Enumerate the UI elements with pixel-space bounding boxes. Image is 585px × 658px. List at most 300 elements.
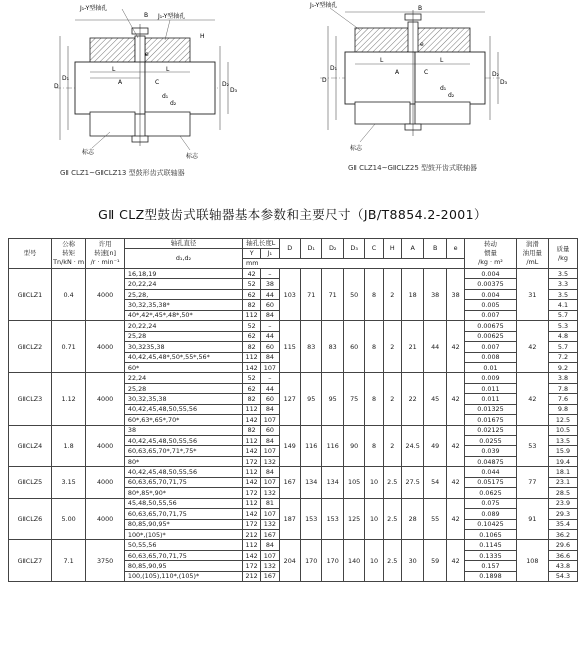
cell-H: 2 <box>383 321 401 373</box>
cell-Y: 52 <box>243 373 261 383</box>
cell-D3: 50 <box>343 269 364 321</box>
cell-H: 2 <box>383 425 401 467</box>
cell-mass: 3.3 <box>548 279 577 289</box>
mark-label: 标志 <box>82 149 95 156</box>
cell-mass: 36.6 <box>548 550 577 560</box>
cell-model: GⅡCLZ5 <box>9 467 52 498</box>
cell-Y: 142 <box>243 415 261 425</box>
cell-bore: 22,24 <box>124 373 242 383</box>
th-D2: D₂ <box>322 239 343 259</box>
dim-D-right: D <box>322 77 327 84</box>
cell-bore: 40,42,45,48*,50*,55*,56* <box>124 352 242 362</box>
table-title: GⅡ CLZ型鼓齿式联轴器基本参数和主要尺寸（JB/T8854.2-2001） <box>98 207 487 222</box>
cell-J1: 60 <box>261 342 279 352</box>
cell-H: 2.5 <box>383 467 401 498</box>
cell-J1: 84 <box>261 436 279 446</box>
cell-Y: 62 <box>243 383 261 393</box>
cell-inertia: 0.157 <box>465 561 517 571</box>
cell-D2: 71 <box>322 269 343 321</box>
cell-B: 38 <box>424 269 447 321</box>
cell-bore: 100,(105),110*,(105)* <box>124 571 242 581</box>
cell-model: GⅡCLZ1 <box>9 269 52 321</box>
cell-e: 42 <box>446 498 464 540</box>
cell-inertia: 0.00375 <box>465 279 517 289</box>
cell-C: 8 <box>365 321 383 373</box>
cell-B: 49 <box>424 425 447 467</box>
cell-H: 2.5 <box>383 540 401 582</box>
cell-torque: 5.00 <box>51 498 85 540</box>
cell-Y: 142 <box>243 477 261 487</box>
cell-inertia: 0.011 <box>465 383 517 393</box>
hole-type-label-2: J₁-Y型轴孔 <box>158 13 186 20</box>
cell-mass: 5.3 <box>548 321 577 331</box>
table-row <box>9 321 578 331</box>
cell-D: 167 <box>279 467 300 498</box>
dim-L-right-right: L <box>440 57 444 64</box>
cell-J1: 81 <box>261 498 279 508</box>
cell-speed: 4000 <box>86 467 125 498</box>
cell-J1: 44 <box>261 289 279 299</box>
dim-D2: D₂ <box>222 81 230 88</box>
cell-J1: 44 <box>261 331 279 341</box>
th-mass: 质量 /kg <box>548 239 577 269</box>
cell-inertia: 0.01 <box>465 362 517 372</box>
cell-grease: 53 <box>516 425 548 467</box>
cell-D1: 116 <box>300 425 321 467</box>
cell-C: 8 <box>365 373 383 425</box>
cell-D2: 83 <box>322 321 343 373</box>
th-unit: mm <box>243 259 465 269</box>
dim-D3: D₃ <box>230 87 238 94</box>
cell-J1: 44 <box>261 383 279 393</box>
cell-speed: 4000 <box>86 321 125 373</box>
cell-Y: 142 <box>243 509 261 519</box>
cell-inertia: 0.039 <box>465 446 517 456</box>
cell-bore: 60,63,65,70,71,75 <box>124 509 242 519</box>
cell-H: 2.5 <box>383 498 401 540</box>
cell-mass: 29.6 <box>548 540 577 550</box>
cell-grease: 31 <box>516 269 548 321</box>
dim-e-right: e <box>420 41 424 48</box>
cell-Y: 52 <box>243 321 261 331</box>
cell-mass: 4.8 <box>548 331 577 341</box>
cell-bore: 20,22,24 <box>124 279 242 289</box>
cell-J1: – <box>261 321 279 331</box>
cell-D2: 95 <box>322 373 343 425</box>
th-grease: 润滑 油用量 /mL <box>516 239 548 269</box>
cell-bore: 60* <box>124 362 242 372</box>
cell-J1: 107 <box>261 477 279 487</box>
cell-mass: 19.4 <box>548 456 577 466</box>
cell-H: 2 <box>383 269 401 321</box>
dim-D2-right: D₂ <box>492 71 500 78</box>
cell-torque: 7.1 <box>51 540 85 582</box>
th-A: A <box>401 239 424 259</box>
dim-B: B <box>144 12 149 19</box>
cell-bore: 40*,42*,45*,48*,50* <box>124 310 242 320</box>
th-D: D <box>279 239 300 259</box>
cell-D2: 134 <box>322 467 343 498</box>
cell-D3: 90 <box>343 425 364 467</box>
cell-model: GⅡCLZ6 <box>9 498 52 540</box>
cell-bore: 25,28 <box>124 331 242 341</box>
cell-J1: 132 <box>261 561 279 571</box>
cell-D: 149 <box>279 425 300 467</box>
hole-type-label-right: J₁-Y型轴孔 <box>310 2 338 9</box>
cell-Y: 52 <box>243 279 261 289</box>
th-inertia: 转动 惯量 /kg · m² <box>465 239 517 269</box>
cell-speed: 4000 <box>86 425 125 467</box>
cell-D1: 83 <box>300 321 321 373</box>
th-H: H <box>383 239 401 259</box>
cell-D: 204 <box>279 540 300 582</box>
table-row <box>9 269 578 279</box>
cell-B: 55 <box>424 498 447 540</box>
cell-mass: 23.1 <box>548 477 577 487</box>
cell-mass: 15.9 <box>548 446 577 456</box>
cell-inertia: 0.004 <box>465 289 517 299</box>
cell-Y: 142 <box>243 550 261 560</box>
cell-Y: 112 <box>243 498 261 508</box>
cell-bore: 25,28, <box>124 289 242 299</box>
cell-mass: 29.3 <box>548 509 577 519</box>
cell-Y: 112 <box>243 436 261 446</box>
dim-A: A <box>118 79 123 86</box>
cell-mass: 3.5 <box>548 269 577 279</box>
spec-table <box>8 238 578 582</box>
cell-Y: 172 <box>243 456 261 466</box>
cell-grease: 42 <box>516 321 548 373</box>
cell-A: 22 <box>401 373 424 425</box>
cell-J1: 107 <box>261 362 279 372</box>
cell-D1: 134 <box>300 467 321 498</box>
coupling-drawing-right <box>300 0 520 165</box>
cell-mass: 3.5 <box>548 289 577 299</box>
cell-Y: 112 <box>243 404 261 414</box>
cell-Y: 112 <box>243 540 261 550</box>
cell-Y: 62 <box>243 331 261 341</box>
cell-Y: 112 <box>243 310 261 320</box>
cell-inertia: 0.007 <box>465 342 517 352</box>
cell-J1: 84 <box>261 310 279 320</box>
cell-bore: 80,85,90,95* <box>124 519 242 529</box>
cell-inertia: 0.1145 <box>465 540 517 550</box>
cell-bore: 100*,(105)* <box>124 529 242 539</box>
th-e: e <box>446 239 464 259</box>
dim-D1-right: D₁ <box>330 65 338 72</box>
cell-H: 2 <box>383 373 401 425</box>
table-row <box>9 425 578 435</box>
cell-mass: 7.2 <box>548 352 577 362</box>
cell-bore: 30,32,35,38* <box>124 300 242 310</box>
cell-inertia: 0.05175 <box>465 477 517 487</box>
cell-inertia: 0.1898 <box>465 571 517 581</box>
left-figure-caption: GⅡ CLZ1~GⅡCLZ13 型鼓形齿式联轴器 <box>60 169 185 177</box>
cell-Y: 172 <box>243 561 261 571</box>
cell-bore: 80*,85*,90* <box>124 488 242 498</box>
cell-bore: 38 <box>124 425 242 435</box>
dim-C: C <box>155 79 160 86</box>
cell-inertia: 0.01325 <box>465 404 517 414</box>
cell-bore: 50,55,56 <box>124 540 242 550</box>
cell-bore: 45,48,50,55,56 <box>124 498 242 508</box>
cell-mass: 7.6 <box>548 394 577 404</box>
cell-J1: 167 <box>261 529 279 539</box>
cell-B: 44 <box>424 321 447 373</box>
dim-d2-right: d₂ <box>448 92 455 99</box>
table-header <box>9 239 578 269</box>
cell-inertia: 0.075 <box>465 498 517 508</box>
cell-inertia: 0.007 <box>465 310 517 320</box>
cell-mass: 10.5 <box>548 425 577 435</box>
table-row <box>9 373 578 383</box>
cell-mass: 13.5 <box>548 436 577 446</box>
cell-torque: 3.15 <box>51 467 85 498</box>
cell-mass: 5.7 <box>548 342 577 352</box>
cell-mass: 36.2 <box>548 529 577 539</box>
cell-mass: 18.1 <box>548 467 577 477</box>
cell-bore: 60*,63*,65*,70* <box>124 415 242 425</box>
cell-Y: 172 <box>243 488 261 498</box>
cell-D3: 105 <box>343 467 364 498</box>
cell-inertia: 0.00675 <box>465 321 517 331</box>
cell-bore: 40,42,45,48,50,55,56 <box>124 436 242 446</box>
cell-e: 42 <box>446 467 464 498</box>
cell-J1: 84 <box>261 467 279 477</box>
coupling-drawing-left <box>20 0 270 185</box>
cell-J1: 38 <box>261 279 279 289</box>
cell-torque: 0.4 <box>51 269 85 321</box>
dim-L-left: L <box>112 66 116 73</box>
dim-L-left-right: L <box>380 57 384 64</box>
th-Y: Y <box>243 249 261 259</box>
cell-mass: 9.2 <box>548 362 577 372</box>
cell-J1: 107 <box>261 509 279 519</box>
cell-A: 21 <box>401 321 424 373</box>
dim-d2: d₂ <box>170 100 177 107</box>
dim-C-right: C <box>424 69 429 76</box>
cell-D1: 71 <box>300 269 321 321</box>
cell-B: 54 <box>424 467 447 498</box>
cell-J1: 60 <box>261 300 279 310</box>
cell-inertia: 0.10425 <box>465 519 517 529</box>
cell-torque: 0.71 <box>51 321 85 373</box>
table-row <box>9 540 578 550</box>
cell-inertia: 0.02125 <box>465 425 517 435</box>
cell-bore: 16,18,19 <box>124 269 242 279</box>
cell-bore: 40,42,45,48,50,55,56 <box>124 404 242 414</box>
cell-J1: 132 <box>261 456 279 466</box>
th-bore-sub: d₁,d₂ <box>124 249 242 269</box>
cell-Y: 212 <box>243 529 261 539</box>
cell-inertia: 0.0625 <box>465 488 517 498</box>
th-length: 轴孔长度L <box>243 239 280 249</box>
cell-Y: 142 <box>243 362 261 372</box>
cell-J1: – <box>261 373 279 383</box>
cell-A: 27.5 <box>401 467 424 498</box>
drawings-area <box>0 0 585 185</box>
cell-e: 42 <box>446 425 464 467</box>
dim-A-right: A <box>395 69 400 76</box>
cell-Y: 112 <box>243 352 261 362</box>
cell-speed: 4000 <box>86 498 125 540</box>
cell-e: 38 <box>446 269 464 321</box>
cell-D: 115 <box>279 321 300 373</box>
cell-J1: 84 <box>261 352 279 362</box>
cell-bore: 30,32,35,38 <box>124 394 242 404</box>
cell-inertia: 0.009 <box>465 373 517 383</box>
dim-H: H <box>200 33 205 40</box>
dim-e: e <box>145 51 149 58</box>
cell-grease: 42 <box>516 373 548 425</box>
th-torque: 公称 转矩 Tn/kN · m <box>51 239 85 269</box>
cell-mass: 4.1 <box>548 300 577 310</box>
cell-D1: 170 <box>300 540 321 582</box>
dim-B-right: B <box>418 5 423 12</box>
cell-C: 10 <box>365 498 383 540</box>
cell-D2: 170 <box>322 540 343 582</box>
cell-speed: 4000 <box>86 269 125 321</box>
cell-bore: 60,63,65,70,71,75 <box>124 550 242 560</box>
mark-label-right: 标志 <box>350 145 363 152</box>
cell-mass: 3.8 <box>548 373 577 383</box>
cell-model: GⅡCLZ3 <box>9 373 52 425</box>
cell-model: GⅡCLZ2 <box>9 321 52 373</box>
dim-d1: d₁ <box>162 93 169 100</box>
cell-e: 42 <box>446 373 464 425</box>
cell-J1: 84 <box>261 540 279 550</box>
th-speed: 许用 转速[n] /r · min⁻¹ <box>86 239 125 269</box>
right-figure-caption: GⅡ CLZ14~GⅡCLZ25 型鼓开齿式联轴器 <box>348 164 478 172</box>
cell-bore: 60,63,65,70,71,75 <box>124 477 242 487</box>
cell-B: 45 <box>424 373 447 425</box>
th-C: C <box>365 239 383 259</box>
cell-inertia: 0.011 <box>465 394 517 404</box>
cell-grease: 108 <box>516 540 548 582</box>
cell-D1: 95 <box>300 373 321 425</box>
cell-B: 59 <box>424 540 447 582</box>
th-model: 型号 <box>9 239 52 269</box>
th-B: B <box>424 239 447 259</box>
cell-C: 10 <box>365 467 383 498</box>
cell-inertia: 0.004 <box>465 269 517 279</box>
cell-J1: 60 <box>261 394 279 404</box>
cell-D2: 153 <box>322 498 343 540</box>
cell-C: 8 <box>365 269 383 321</box>
cell-speed: 4000 <box>86 373 125 425</box>
cell-inertia: 0.089 <box>465 509 517 519</box>
cell-Y: 112 <box>243 467 261 477</box>
cell-mass: 54.3 <box>548 571 577 581</box>
cell-inertia: 0.1065 <box>465 529 517 539</box>
cell-Y: 82 <box>243 394 261 404</box>
cell-mass: 12.5 <box>548 415 577 425</box>
dim-D: D <box>54 83 59 90</box>
cell-Y: 82 <box>243 342 261 352</box>
cell-D: 127 <box>279 373 300 425</box>
cell-J1: 167 <box>261 571 279 581</box>
cell-inertia: 0.044 <box>465 467 517 477</box>
cell-D3: 140 <box>343 540 364 582</box>
hole-type-label: J₁-Y型轴孔 <box>80 5 108 12</box>
cell-D3: 60 <box>343 321 364 373</box>
cell-inertia: 0.00625 <box>465 331 517 341</box>
cell-Y: 212 <box>243 571 261 581</box>
cell-Y: 42 <box>243 269 261 279</box>
cell-J1: 60 <box>261 425 279 435</box>
th-bore: 轴孔直径 <box>124 239 242 249</box>
cell-A: 30 <box>401 540 424 582</box>
table-body <box>9 269 578 582</box>
cell-D3: 75 <box>343 373 364 425</box>
cell-J1: 107 <box>261 446 279 456</box>
cell-inertia: 0.04875 <box>465 456 517 466</box>
cell-Y: 142 <box>243 446 261 456</box>
cell-inertia: 0.008 <box>465 352 517 362</box>
cell-torque: 1.8 <box>51 425 85 467</box>
cell-bore: 40,42,45,48,50,55,56 <box>124 467 242 477</box>
cell-J1: – <box>261 269 279 279</box>
cell-J1: 132 <box>261 488 279 498</box>
cell-mass: 9.8 <box>548 404 577 414</box>
cell-A: 18 <box>401 269 424 321</box>
cell-J1: 132 <box>261 519 279 529</box>
cell-model: GⅡCLZ4 <box>9 425 52 467</box>
dim-L-right: L <box>166 66 170 73</box>
cell-inertia: 0.0255 <box>465 436 517 446</box>
dim-d1-right: d₁ <box>440 85 447 92</box>
cell-bore: 25,28 <box>124 383 242 393</box>
cell-e: 42 <box>446 540 464 582</box>
cell-bore: 60,63,65,70*,71*,75* <box>124 446 242 456</box>
mark-label-2: 标志 <box>186 153 199 160</box>
cell-J1: 107 <box>261 550 279 560</box>
cell-D2: 116 <box>322 425 343 467</box>
th-D1: D₁ <box>300 239 321 259</box>
cell-A: 28 <box>401 498 424 540</box>
cell-mass: 28.5 <box>548 488 577 498</box>
cell-speed: 3750 <box>86 540 125 582</box>
cell-grease: 91 <box>516 498 548 540</box>
cell-inertia: 0.1335 <box>465 550 517 560</box>
cell-C: 10 <box>365 540 383 582</box>
cell-J1: 84 <box>261 404 279 414</box>
cell-bore: 20,22,24 <box>124 321 242 331</box>
cell-e: 42 <box>446 321 464 373</box>
cell-A: 24.5 <box>401 425 424 467</box>
table-row <box>9 467 578 477</box>
cell-D3: 125 <box>343 498 364 540</box>
cell-torque: 1.12 <box>51 373 85 425</box>
cell-D: 103 <box>279 269 300 321</box>
cell-D1: 153 <box>300 498 321 540</box>
cell-Y: 82 <box>243 300 261 310</box>
cell-mass: 7.8 <box>548 383 577 393</box>
cell-mass: 5.7 <box>548 310 577 320</box>
cell-Y: 82 <box>243 425 261 435</box>
cell-inertia: 0.01675 <box>465 415 517 425</box>
cell-Y: 62 <box>243 289 261 299</box>
cell-inertia: 0.005 <box>465 300 517 310</box>
dim-D1: D₁ <box>62 75 70 82</box>
cell-mass: 23.9 <box>548 498 577 508</box>
cell-Y: 172 <box>243 519 261 529</box>
cell-bore: 80,85,90,95 <box>124 561 242 571</box>
cell-bore: 30,3235,38 <box>124 342 242 352</box>
cell-mass: 35.4 <box>548 519 577 529</box>
dim-D3-right: D₃ <box>500 79 508 86</box>
th-D3: D₃ <box>343 239 364 259</box>
